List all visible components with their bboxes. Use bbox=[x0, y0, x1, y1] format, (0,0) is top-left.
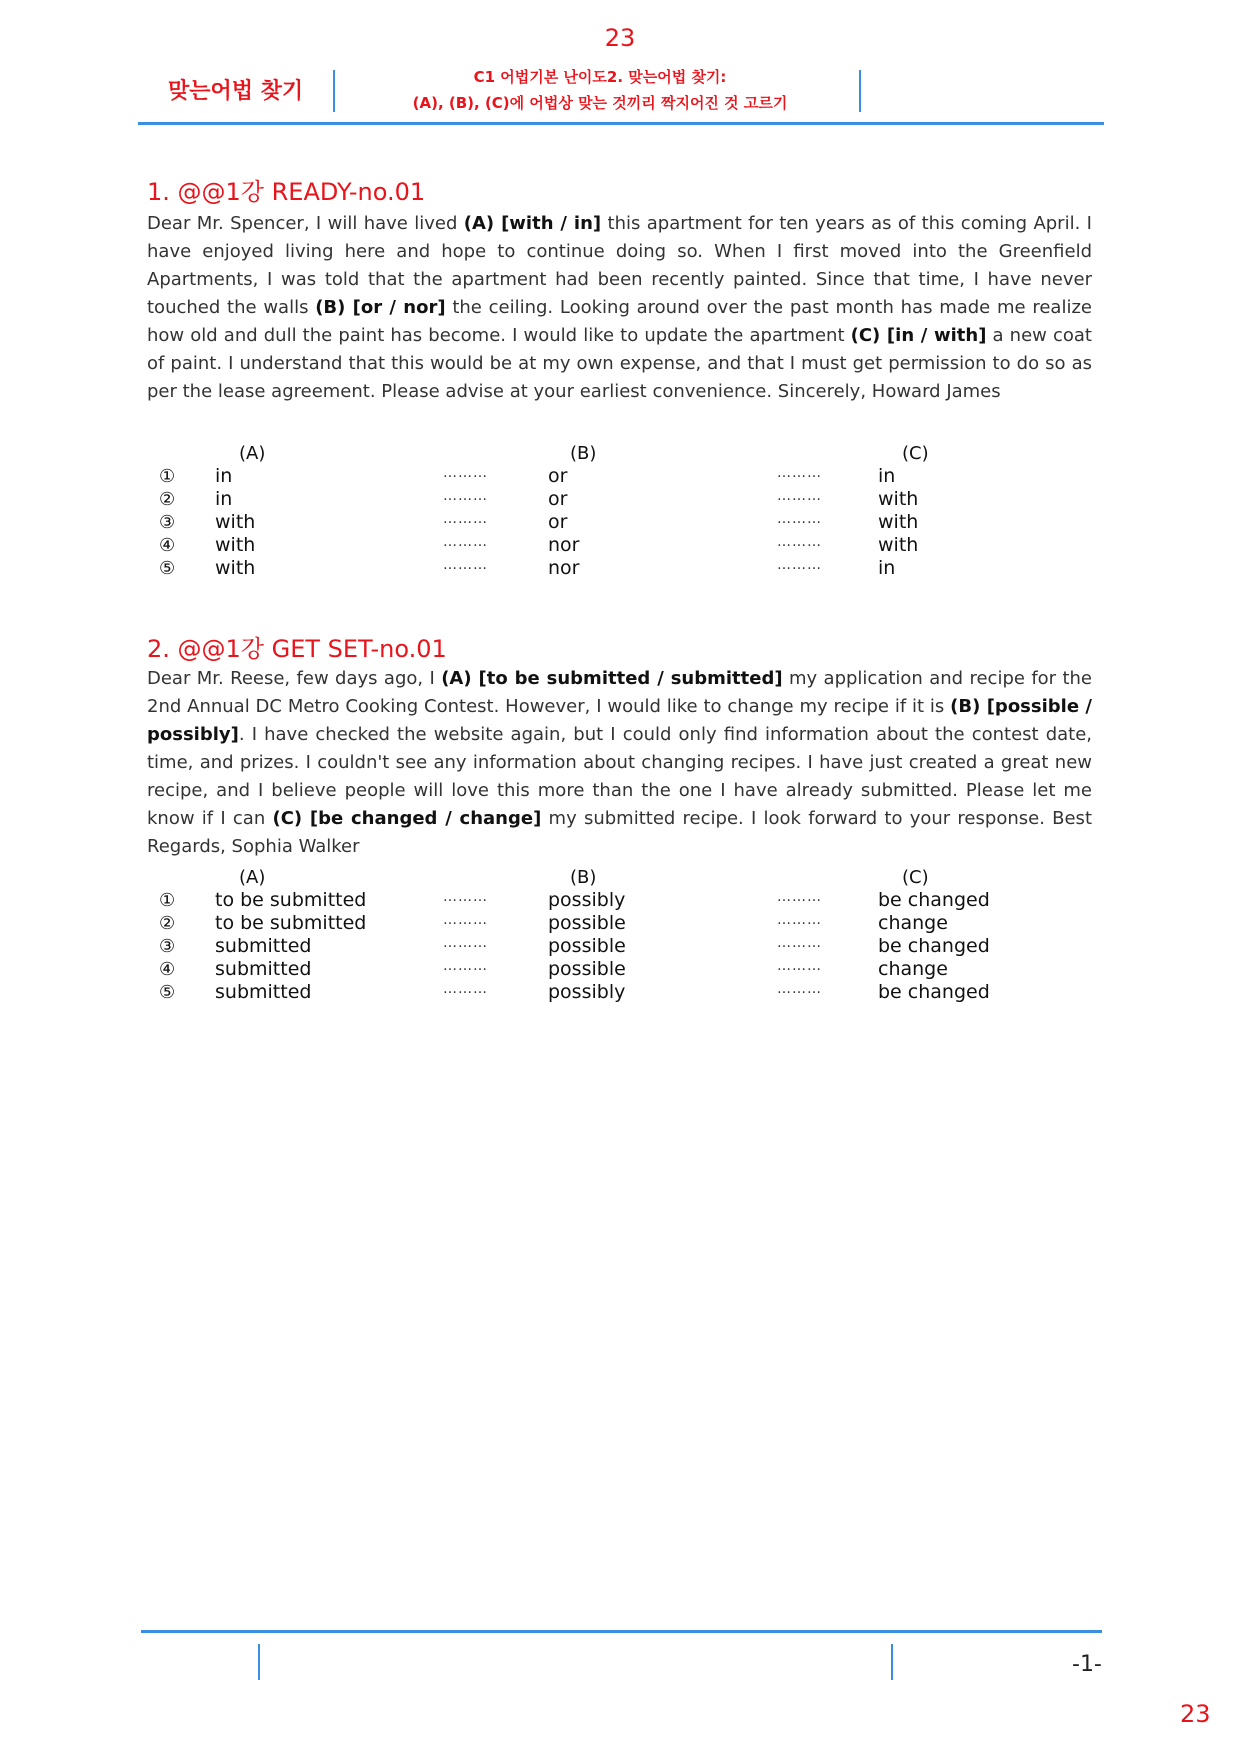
leader-dots: ……… bbox=[443, 488, 488, 504]
leader-dots: ……… bbox=[777, 912, 822, 928]
header-divider-right bbox=[859, 70, 861, 112]
choice-c: change bbox=[878, 912, 948, 934]
footer-divider-left bbox=[258, 1644, 260, 1680]
answer-choice[interactable] bbox=[147, 465, 1092, 488]
answer-choice[interactable] bbox=[147, 889, 1092, 912]
footer-rule bbox=[141, 1630, 1102, 1633]
choice-b: possible bbox=[548, 912, 626, 934]
question-1-choices bbox=[147, 442, 1092, 580]
passage-text: . I have checked the website again, but I could only find information about the contest date, time, and prizes. I couldn't see any information about changing recipes. I have just created a great new recipe, and I believe people will love this more than the one I have already submitted. Please let me know if I can bbox=[147, 724, 1092, 829]
choice-a: submitted bbox=[215, 935, 312, 957]
leader-dots: ……… bbox=[777, 935, 822, 951]
leader-dots: ……… bbox=[777, 511, 822, 527]
leader-dots: ……… bbox=[443, 935, 488, 951]
leader-dots: ……… bbox=[443, 511, 488, 527]
answer-choice[interactable] bbox=[147, 511, 1092, 534]
passage-text: Dear Mr. Reese, few days ago, I bbox=[147, 668, 442, 689]
leader-dots: ……… bbox=[443, 981, 488, 997]
leader-dots: ……… bbox=[443, 889, 488, 905]
choice-c: be changed bbox=[878, 889, 990, 911]
blank-options: (C) [be changed / change] bbox=[272, 808, 542, 829]
passage-text: a new coat of paint. I understand that this would be at my own expense, and that I must get permission to do so as per the lease agreement. Please advise at your earliest convenience. Sincerely, Howard James bbox=[147, 325, 1092, 402]
answer-choice[interactable] bbox=[147, 958, 1092, 981]
leader-dots: ……… bbox=[777, 488, 822, 504]
choice-c: change bbox=[878, 958, 948, 980]
leader-dots: ……… bbox=[777, 958, 822, 974]
choice-column-header: (C) bbox=[902, 867, 929, 888]
passage-text: the ceiling. Looking around over the past month has made me realize how old and dull the paint has become. I would like to update the apartment bbox=[147, 297, 1092, 346]
choice-number: ① bbox=[159, 890, 176, 911]
header-rule bbox=[138, 122, 1104, 125]
leader-dots: ……… bbox=[777, 981, 822, 997]
choice-number: ② bbox=[159, 489, 176, 510]
choice-c: with bbox=[878, 534, 919, 556]
corner-page-number: 23 bbox=[1180, 1700, 1211, 1728]
choice-column-header: (B) bbox=[570, 443, 597, 464]
passage-text: Dear Mr. Spencer, I will have lived bbox=[147, 213, 464, 234]
question-1-passage bbox=[147, 210, 1092, 406]
choice-number: ④ bbox=[159, 535, 176, 556]
blank-options: (A) [to be submitted / submitted] bbox=[441, 668, 783, 689]
answer-choice[interactable] bbox=[147, 534, 1092, 557]
leader-dots: ……… bbox=[777, 534, 822, 550]
choice-c: in bbox=[878, 465, 896, 487]
choice-c: be changed bbox=[878, 935, 990, 957]
choice-b: possible bbox=[548, 958, 626, 980]
category-label: 맞는어법 찾기 bbox=[168, 79, 304, 104]
choice-a: with bbox=[215, 511, 256, 533]
leader-dots: ……… bbox=[777, 465, 822, 481]
question-1-title: 1. @@1강 READY-no.01 bbox=[147, 178, 426, 206]
choice-number: ① bbox=[159, 466, 176, 487]
question-2-title: 2. @@1강 GET SET-no.01 bbox=[147, 635, 447, 663]
answer-choice[interactable] bbox=[147, 935, 1092, 958]
choice-number: ③ bbox=[159, 512, 176, 533]
choice-b: nor bbox=[548, 557, 580, 579]
blank-options: (B) [possible / possibly] bbox=[147, 696, 1093, 745]
choice-header-row bbox=[147, 442, 1092, 465]
leader-dots: ……… bbox=[443, 465, 488, 481]
answer-choice[interactable] bbox=[147, 557, 1092, 580]
passage-text: my submitted recipe. I look forward to your response. Best Regards, Sophia Walker bbox=[147, 808, 1092, 857]
footer-page-label: -1- bbox=[1072, 1652, 1102, 1677]
choice-a: in bbox=[215, 465, 233, 487]
choice-a: to be submitted bbox=[215, 889, 367, 911]
blank-options: (C) [in / with] bbox=[850, 325, 987, 346]
choice-column-header: (B) bbox=[570, 867, 597, 888]
answer-choice[interactable] bbox=[147, 488, 1092, 511]
leader-dots: ……… bbox=[443, 534, 488, 550]
choice-b: possibly bbox=[548, 981, 626, 1003]
choice-number: ⑤ bbox=[159, 558, 176, 579]
choice-header-row bbox=[147, 866, 1092, 889]
choice-number: ④ bbox=[159, 959, 176, 980]
answer-choice[interactable] bbox=[147, 981, 1092, 1004]
choice-c: in bbox=[878, 557, 896, 579]
page-number-top: 23 bbox=[604, 24, 636, 52]
choice-b: possible bbox=[548, 935, 626, 957]
blank-options: (B) [or / nor] bbox=[315, 297, 446, 318]
question-2-passage bbox=[147, 665, 1092, 861]
choice-column-header: (C) bbox=[902, 443, 929, 464]
choice-a: submitted bbox=[215, 958, 312, 980]
leader-dots: ……… bbox=[777, 557, 822, 573]
blank-options: (A) [with / in] bbox=[463, 213, 602, 234]
subtitle-line-2: (A), (B), (C)에 어법상 맞는 것끼리 짝지어진 것 고르기 bbox=[412, 94, 788, 112]
subtitle-line-1: C1 어법기본 난이도2. 맞는어법 찾기: bbox=[473, 68, 727, 86]
choice-b: possibly bbox=[548, 889, 626, 911]
choice-a: to be submitted bbox=[215, 912, 367, 934]
footer-divider-right bbox=[891, 1644, 893, 1680]
choice-c: with bbox=[878, 511, 919, 533]
choice-a: with bbox=[215, 534, 256, 556]
choice-a: in bbox=[215, 488, 233, 510]
choice-a: submitted bbox=[215, 981, 312, 1003]
choice-b: or bbox=[548, 511, 568, 533]
choice-number: ⑤ bbox=[159, 982, 176, 1003]
choice-column-header: (A) bbox=[239, 443, 266, 464]
choice-c: be changed bbox=[878, 981, 990, 1003]
leader-dots: ……… bbox=[443, 912, 488, 928]
leader-dots: ……… bbox=[443, 958, 488, 974]
question-2-choices bbox=[147, 866, 1092, 1004]
header-divider-left bbox=[333, 70, 335, 112]
choice-number: ③ bbox=[159, 936, 176, 957]
passage-text: my application and recipe for the 2nd Annual DC Metro Cooking Contest. However, I would like to change my recipe if it is bbox=[147, 668, 1093, 717]
choice-b: nor bbox=[548, 534, 580, 556]
choice-column-header: (A) bbox=[239, 867, 266, 888]
choice-b: or bbox=[548, 488, 568, 510]
passage-text: this apartment for ten years as of this coming April. I have enjoyed living here and hope to continue doing so. When I first moved into the Greenfield Apartments, I was told that the apartment had been recently painted. Since that time, I have never touched the walls bbox=[147, 213, 1092, 318]
choice-a: with bbox=[215, 557, 256, 579]
leader-dots: ……… bbox=[777, 889, 822, 905]
answer-choice[interactable] bbox=[147, 912, 1092, 935]
leader-dots: ……… bbox=[443, 557, 488, 573]
choice-c: with bbox=[878, 488, 919, 510]
choice-number: ② bbox=[159, 913, 176, 934]
choice-b: or bbox=[548, 465, 568, 487]
